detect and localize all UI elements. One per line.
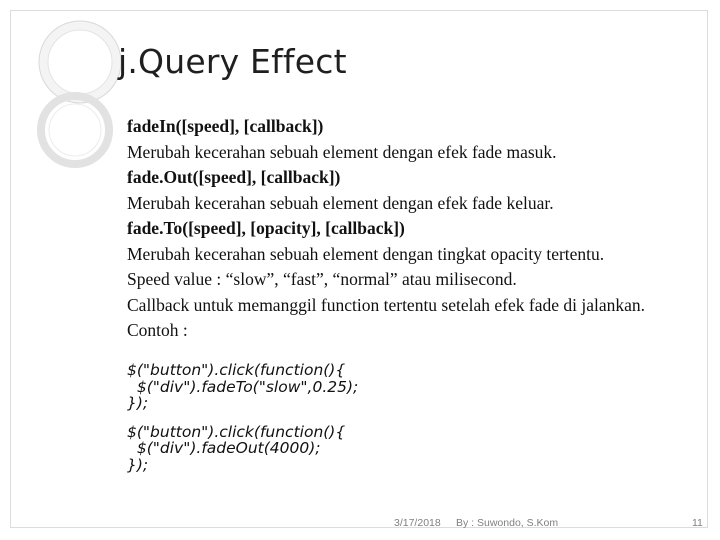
callback-description: Callback untuk memanggil function tertentu setelah efek fade di jalankan. bbox=[127, 294, 646, 315]
speed-value-text: Speed value : “slow”, “fast”, “normal” atau milisecond. bbox=[127, 269, 517, 289]
fade-to-heading: fade.To([speed], [opacity], [callback]) bbox=[127, 218, 405, 238]
fade-in-description: Merubah kecerahan sebuah element dengan efek fade masuk. bbox=[127, 141, 557, 162]
code-line: }); bbox=[127, 394, 149, 412]
code-examples bbox=[127, 362, 358, 473]
page-number: 11 bbox=[692, 517, 703, 529]
slide-title: j.Query Effect bbox=[118, 42, 347, 81]
fade-out-heading: fade.Out([speed], [callback]) bbox=[127, 167, 341, 187]
code-line: $("div").fadeTo("slow",0.25); bbox=[127, 377, 359, 396]
fade-to-description: Merubah kecerahan sebuah element dengan tingkat opacity tertentu. bbox=[127, 243, 605, 264]
slide-body bbox=[127, 114, 697, 344]
code-line: $("button").click(function(){ bbox=[127, 422, 346, 441]
footer-author: By : Suwondo, S.Kom bbox=[456, 517, 559, 529]
code-line: $("div").fadeOut(4000); bbox=[127, 439, 321, 457]
footer-date: 3/17/2018 bbox=[394, 517, 441, 529]
code-line: $("button").click(function(){ bbox=[127, 361, 346, 379]
code-line: }); bbox=[127, 455, 149, 474]
code-spacer bbox=[127, 412, 358, 424]
fade-out-description: Merubah kecerahan sebuah element dengan efek fade keluar. bbox=[127, 192, 554, 213]
example-label: Contoh : bbox=[127, 320, 188, 340]
fade-in-heading: fadeIn([speed], [callback]) bbox=[127, 116, 324, 136]
